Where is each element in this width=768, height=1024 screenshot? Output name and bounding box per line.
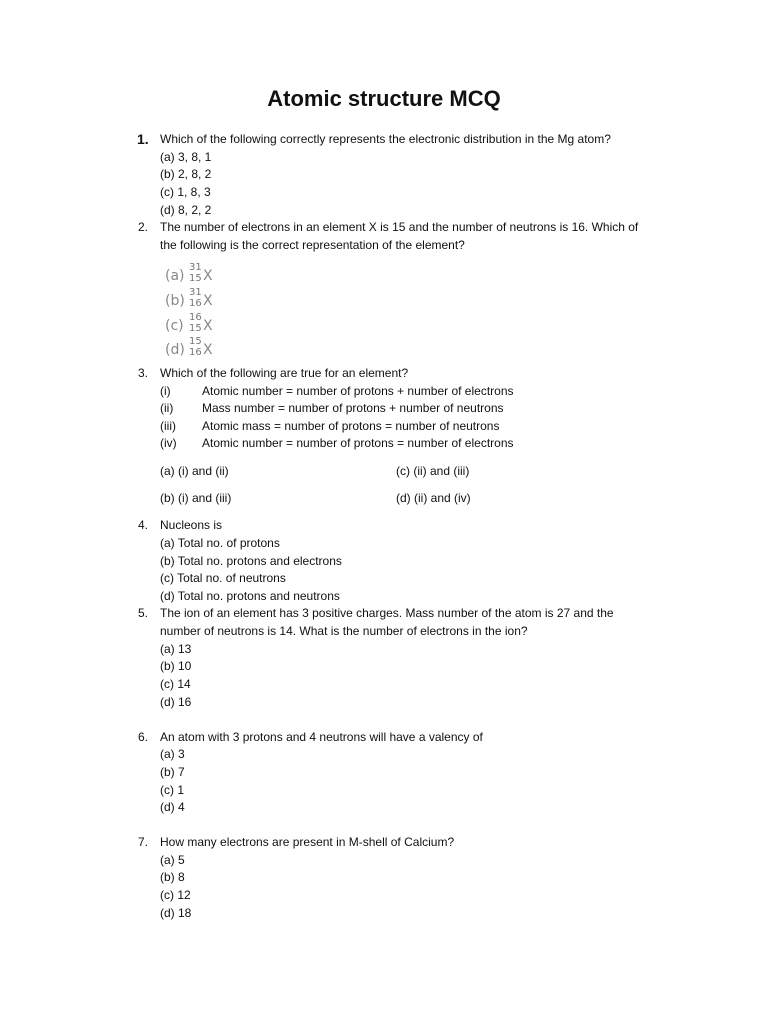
- q2-option-a-atomic: 15: [189, 273, 202, 284]
- q3-option-c: (c) (ii) and (iii): [396, 464, 470, 478]
- q2-number: 2.: [138, 220, 149, 234]
- q7-option-d: (d) 18: [160, 906, 192, 920]
- q5-number: 5.: [138, 606, 149, 620]
- q5-text-line-1: The ion of an element has 3 positive charges. Mass number of the atom is 27 and the: [160, 606, 614, 620]
- q1-number: 1.: [137, 131, 149, 147]
- q3-statement-text: Mass number = number of protons + number of neutrons: [202, 401, 504, 415]
- q4-number: 4.: [138, 518, 149, 532]
- q2-option-b-symbol: X: [203, 293, 213, 309]
- q7-option-c: (c) 12: [160, 888, 191, 902]
- q2-option-a-mass: 31: [189, 262, 202, 273]
- q3-option-d: (d) (ii) and (iv): [396, 491, 471, 505]
- q3-option-b: (b) (i) and (iii): [160, 491, 232, 505]
- q7-option-a: (a) 5: [160, 853, 185, 867]
- q2-option-a-label: (a): [165, 268, 185, 284]
- q4-option-d: (d) Total no. protons and neutrons: [160, 589, 340, 603]
- q3-text: Which of the following are true for an element?: [160, 366, 409, 380]
- q3-statement-roman: (iv): [160, 436, 177, 450]
- q2-option-b-atomic: 16: [189, 298, 202, 309]
- q4-text: Nucleons is: [160, 518, 223, 532]
- q6-option-a: (a) 3: [160, 747, 185, 761]
- q2-option-d-label: (d): [165, 342, 185, 358]
- q5-option-a: (a) 13: [160, 642, 192, 656]
- q2-option-c-label: (c): [165, 318, 184, 334]
- q6-text: An atom with 3 protons and 4 neutrons will have a valency of: [160, 730, 483, 744]
- q2-option-b-label: (b): [165, 293, 185, 309]
- q3-statement-text: Atomic number = number of protons = number of electrons: [202, 436, 514, 450]
- q3-statement-roman: (ii): [160, 401, 174, 415]
- q2-text-line-2: the following is the correct representation of the element?: [160, 238, 465, 252]
- q3-statement-roman: (i): [160, 384, 171, 398]
- q7-option-b: (b) 8: [160, 870, 185, 884]
- q6-option-d: (d) 4: [160, 800, 185, 814]
- q4-option-a: (a) Total no. of protons: [160, 536, 280, 550]
- q3-statement-roman: (iii): [160, 419, 176, 433]
- q1-option-d: (d) 8, 2, 2: [160, 203, 212, 217]
- q2-text-line-1: The number of electrons in an element X is 15 and the number of neutrons is 16. Which of: [160, 220, 639, 234]
- q2-option-c-atomic: 15: [189, 323, 202, 334]
- q6-option-c: (c) 1: [160, 783, 184, 797]
- page-title: Atomic structure MCQ: [267, 86, 501, 111]
- q2-option-b-mass: 31: [189, 287, 202, 298]
- q7-text: How many electrons are present in M-shell of Calcium?: [160, 835, 455, 849]
- q2-option-d-atomic: 16: [189, 347, 202, 358]
- q2-option-c-mass: 16: [189, 312, 202, 323]
- q1-option-a: (a) 3, 8, 1: [160, 150, 212, 164]
- q1-option-b: (b) 2, 8, 2: [160, 167, 212, 181]
- q2-option-d-symbol: X: [203, 342, 213, 358]
- q3-number: 3.: [138, 366, 149, 380]
- q5-text-line-2: number of neutrons is 14. What is the number of electrons in the ion?: [160, 624, 528, 638]
- q6-number: 6.: [138, 730, 149, 744]
- q7-number: 7.: [138, 835, 149, 849]
- q6-option-b: (b) 7: [160, 765, 185, 779]
- q5-option-c: (c) 14: [160, 677, 191, 691]
- q5-option-b: (b) 10: [160, 659, 192, 673]
- q2-option-a-symbol: X: [203, 268, 213, 284]
- q1-text: Which of the following correctly represents the electronic distribution in the Mg atom?: [160, 132, 611, 146]
- q2-option-d-mass: 15: [189, 336, 202, 347]
- q5-option-d: (d) 16: [160, 695, 192, 709]
- q4-option-b: (b) Total no. protons and electrons: [160, 554, 342, 568]
- q3-statement-text: Atomic number = number of protons + number of electrons: [202, 384, 514, 398]
- q4-option-c: (c) Total no. of neutrons: [160, 571, 286, 585]
- q3-statement-text: Atomic mass = number of protons = number of neutrons: [202, 419, 500, 433]
- q2-option-c-symbol: X: [203, 318, 213, 334]
- q1-option-c: (c) 1, 8, 3: [160, 185, 211, 199]
- q3-option-a: (a) (i) and (ii): [160, 464, 229, 478]
